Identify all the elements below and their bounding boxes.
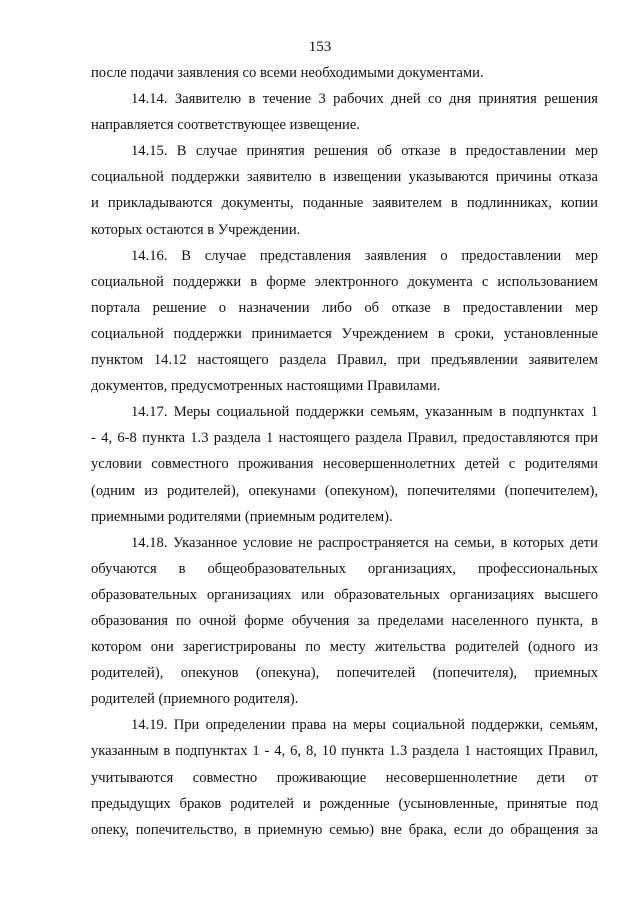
text-line: социальной поддержки в форме электронного документа с использованием [91, 273, 598, 290]
text-line: 14.15. В случае принятия решения об отказе в предоставлении мер [131, 143, 598, 160]
page-number: 153 [308, 39, 332, 55]
document-body [91, 60, 598, 843]
paragraph [91, 243, 598, 400]
paragraph [91, 399, 598, 529]
text-line: условии совместного проживания несовершеннолетних детей с родителями [91, 456, 598, 473]
text-line: 14.16. В случае представления заявления о предоставлении мер [131, 247, 598, 264]
text-line: документов, предусмотренных настоящими Правилами. [91, 378, 441, 395]
paragraph [91, 86, 598, 138]
text-line: которых остаются в Учреждении. [91, 221, 301, 238]
text-line: учитываются совместно проживающие несовершеннолетние дети от [91, 769, 598, 786]
text-line: предыдущих браков родителей и рожденные (усыновленные, принятые под [91, 795, 598, 812]
text-line: и прикладываются документы, поданные заявителем в подлинниках, копии [91, 195, 598, 212]
text-line: приемными родителями (приемным родителем). [91, 508, 393, 525]
text-line: 14.18. Указанное условие не распространяется на семьи, в которых дети [131, 534, 598, 551]
text-line: образования по очной форме обучения за пределами населенного пункта, в [91, 612, 598, 629]
paragraph [91, 530, 598, 713]
text-line: направляется соответствующее извещение. [91, 117, 360, 134]
text-line: 14.19. При определении права на меры социальной поддержки, семьям, [131, 717, 598, 734]
paragraph [91, 712, 598, 842]
text-line: социальной поддержки заявителю в извещении указываются причины отказа [91, 169, 598, 186]
text-line: (одним из родителей), опекунами (опекуном), попечителями (попечителем), [91, 482, 598, 499]
text-line: образовательных организациях или образовательных организациях высшего [91, 586, 598, 603]
text-line: - 4, 6-8 пункта 1.3 раздела 1 настоящего раздела Правил, предоставляются при [91, 430, 598, 447]
text-line: 14.17. Меры социальной поддержки семьям, указанным в подпунктах 1 [131, 404, 598, 421]
text-line: после подачи заявления со всеми необходимыми документами. [91, 65, 484, 81]
text-line: родителей (приемного родителя). [91, 691, 299, 708]
text-line: опеку, попечительство, в приемную семью) вне брака, если до обращения за [91, 821, 598, 838]
paragraph [91, 138, 598, 242]
text-line: обучаются в общеобразовательных организациях, профессиональных [91, 560, 598, 577]
text-line: родителей), опекунов (опекуна), попечителей (попечителя), приемных [91, 665, 598, 682]
text-line: указанным в подпунктах 1 - 4, 6, 8, 10 пункта 1.3 раздела 1 настоящих Правил, [91, 743, 598, 760]
text-line: котором они зарегистрированы по месту жительства родителей (одного из [91, 639, 598, 656]
text-line: 14.14. Заявителю в течение 3 рабочих дней со дня принятия решения [131, 91, 598, 108]
paragraph [91, 60, 598, 86]
text-line: социальной поддержки принимается Учреждением в сроки, установленные [91, 325, 598, 342]
text-line: пунктом 14.12 настоящего раздела Правил, при предъявлении заявителем [91, 352, 598, 369]
text-line: портала решение о назначении либо об отказе в предоставлении мер [91, 299, 598, 316]
